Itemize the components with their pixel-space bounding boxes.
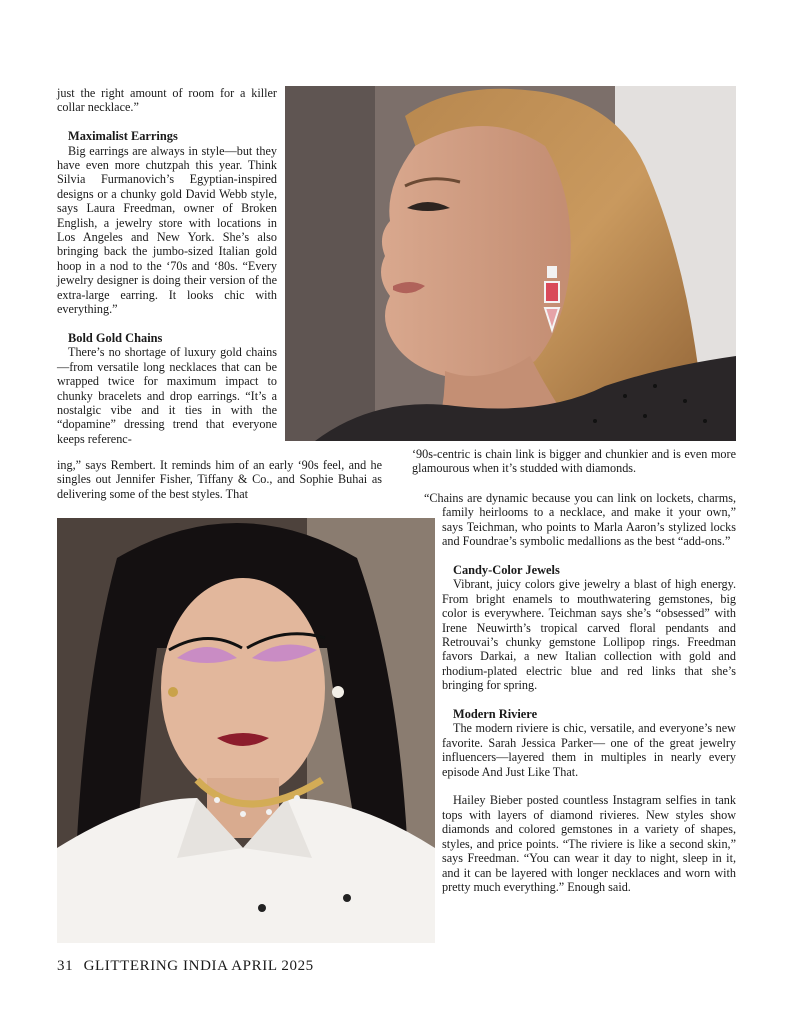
section-heading-modern-riviere: Modern Riviere [453, 707, 538, 722]
section-heading-maximalist-earrings: Maximalist Earrings [68, 129, 178, 144]
article-paragraph: There’s no shortage of luxury gold chains—from versatile long necklaces that can be wrapped twice for maximum impact to chunky bracelets and drop earrings. “It’s a nostalgic vibe and it ties in with the “dopamine” dressing trend that everyone keeps referenc- [57, 345, 277, 446]
article-paragraph: ‘90s-centric is chain link is bigger and chunkier and is even more glamourous when it’s studded with diamonds. [412, 447, 736, 476]
runway-model-illustration [57, 518, 435, 943]
article-column-left [57, 86, 277, 446]
section-heading-candy-color-jewels: Candy-Color Jewels [453, 563, 560, 578]
article-continuation-right [412, 447, 736, 476]
article-continuation-left [57, 458, 382, 501]
article-paragraph: The modern riviere is chic, versatile, and everyone’s new favorite. Sarah Jessica Parker— one of the great jewelry influencers—layered them in multiples in nearly every episode And Just Like That. [442, 721, 736, 779]
page-number: 31 [57, 958, 74, 974]
article-paragraph: Hailey Bieber posted countless Instagram selfies in tank tops with layers of diamond rivieres. New styles show diamonds and colored gemstones in a variety of shapes, styles, and price points. “The riviere is like a second skin,” says Freedman. “You can wear it day to night, sleep in it, and it can be layered with longer necklaces and worn with pretty much everything.” Enough said. [442, 793, 736, 894]
article-paragraph: Big earrings are always in style—but they have even more chutzpah this year. Think Silvia Furmanovich’s Egyptian-inspired designs or a chunky gold David Webb style, says Laura Freedman, owner of Broken English, a jewelry store with locations in Los Angeles and New York. She’s also bringing back the jumbo-sized Italian gold hoop in a nod to the ‘70s and ‘80s. “Every jewelry designer is doing their version of the extra-large earring. It looks chic with everything.” [57, 143, 277, 317]
article-paragraph: Vibrant, juicy colors give jewelry a blast of high energy. From bright enamels to mouthwatering gemstones, big color is everywhere. Teichman says she’s “obsessed” with Irene Neuwirth’s tropical carved floral pendants and Retrouvai’s chunky gemstone Lollipop rings. Freedman favors Darkai, a new Italian collection with gold and rhodium-plated electric blue and red links that she’s bringing for spring. [442, 577, 736, 693]
article-paragraph: “Chains are dynamic because you can link on lockets, charms, family heirlooms to a necklace, and make it your own,” says Teichman, who points to Marla Aaron’s stylized locks and Foundrae’s symbolic medallions as the best “add-ons.” [424, 491, 736, 549]
photo-portrait-profile [285, 86, 736, 441]
page-footer [57, 958, 314, 975]
portrait-profile-illustration [285, 86, 736, 441]
publication-name: GLITTERING INDIA APRIL 2025 [83, 958, 314, 974]
section-heading-bold-gold-chains: Bold Gold Chains [68, 330, 163, 345]
article-column-right [424, 491, 736, 894]
article-paragraph: ing,” says Rembert. It reminds him of an early ‘90s feel, and he singles out Jennifer Fisher, Tiffany & Co., and Sophie Buhai as delivering some of the best styles. That [57, 458, 382, 501]
photo-runway-model [57, 518, 435, 943]
article-paragraph: just the right amount of room for a killer collar necklace.” [57, 86, 277, 115]
